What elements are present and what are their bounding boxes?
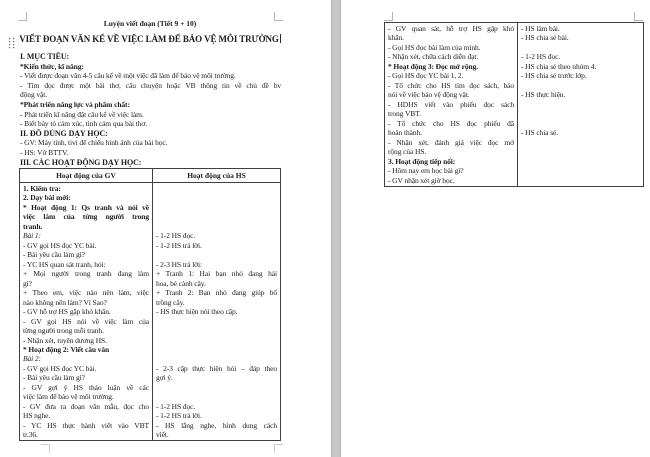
text-line: - GV gợi ý HS thảo luận về các bbox=[23, 382, 149, 392]
text-line bbox=[156, 212, 277, 221]
text-line: - 1-2 HS đọc. bbox=[156, 231, 196, 241]
text-line bbox=[156, 193, 277, 202]
margin-crop-mark bbox=[384, 12, 393, 21]
text-line: I. MỤC TIÊU: bbox=[20, 52, 70, 61]
text-line: * Hoạt động 3: Đọc mở rộng. bbox=[388, 61, 478, 71]
activities-table-header bbox=[20, 169, 280, 183]
gv-column bbox=[20, 183, 153, 440]
text-line bbox=[156, 203, 277, 212]
text-line bbox=[156, 345, 277, 354]
text-line: trồng cây. bbox=[156, 297, 185, 307]
text-line: HS nghe. bbox=[23, 411, 51, 421]
text-line bbox=[156, 326, 277, 335]
text-line: động vật. bbox=[20, 90, 48, 100]
text-line bbox=[156, 392, 277, 401]
text-line: - Gọi HS đọc bài làm của mình. bbox=[388, 42, 481, 52]
text-line: - GV quan sát, hỗ trợ HS gặp khó bbox=[388, 24, 514, 33]
text-line bbox=[521, 81, 640, 90]
text-line: việc làm để bảo vệ môi trường. bbox=[23, 392, 114, 402]
objectives-section bbox=[20, 52, 281, 167]
text-line: - Biết bày tỏ cảm xúc, tình cảm qua bài thơ. bbox=[20, 119, 148, 129]
activities-table-continued bbox=[384, 22, 644, 187]
text-line: * Hoạt động 1: Qs tranh và nói về bbox=[23, 202, 149, 212]
text-line: - GV nhận xét giờ học. bbox=[388, 175, 455, 185]
text-line bbox=[521, 147, 640, 156]
text-line: - HS chia sẻ. bbox=[521, 128, 559, 138]
text-line: - GV gọi HS đọc YC bài. bbox=[23, 363, 97, 373]
activities-table bbox=[19, 168, 281, 441]
text-line: - HS: Vở BTTV. bbox=[20, 147, 69, 157]
text-line: - 1-2 HS đọc. bbox=[521, 52, 561, 62]
text-line: + Theo em, việc nào nên làm, việc bbox=[23, 288, 149, 298]
text-line: III. CÁC HOẠT ĐỘNG DẠY HỌC: bbox=[20, 157, 142, 167]
text-line: - Nhận xét, chữa cách diễn đạt. bbox=[388, 52, 479, 62]
text-line: - HS chia sẻ bài. bbox=[521, 33, 569, 43]
lesson-heading-text: VIẾT ĐOẠN VĂN KỂ VỀ VIỆC LÀM ĐỂ BẢO VỆ MÔI TRƯỜNG bbox=[19, 34, 279, 44]
text-line: từng người trong mỗi tranh. bbox=[23, 326, 104, 336]
text-line: trong VBT. bbox=[388, 109, 421, 119]
text-line: - Nhận xét, tuyên dương HS. bbox=[23, 335, 107, 345]
text-line: 3. Hoạt động tiếp nối: bbox=[388, 156, 456, 166]
text-line: hoa, bẻ cành cây. bbox=[156, 278, 206, 288]
text-line bbox=[521, 176, 640, 185]
text-line: - Tìm đọc được một bài thơ, câu chuyện hoặc VB thông tin về chủ đề bv bbox=[20, 80, 281, 90]
gv-column-header: Hoạt động của GV bbox=[20, 169, 153, 182]
text-line: - GV: Máy tính, tivi để chiếu hình ảnh của bài học. bbox=[20, 138, 168, 148]
text-line: - 2-3 HS trả lời: bbox=[156, 259, 203, 269]
margin-crop-mark bbox=[274, 444, 283, 453]
text-line: - 1-2 HS trả lời. bbox=[156, 240, 202, 250]
text-line: gợi ý. bbox=[156, 373, 173, 383]
text-line: - Hôm nay em học bài gì? bbox=[388, 166, 464, 176]
text-line: *Phát triển năng lực và phẩm chất: bbox=[20, 99, 130, 109]
text-line: - Bài yêu cầu làm gì? bbox=[23, 373, 85, 383]
text-line: - GV gọi HS nói về việc làm của bbox=[23, 316, 149, 326]
text-line: + Tranh 1: Hai bạn nhỏ đang hái bbox=[156, 269, 277, 279]
text-line: + Mọi người trong tranh đang làm bbox=[23, 269, 149, 279]
gv-column bbox=[385, 23, 518, 186]
text-line bbox=[521, 138, 640, 147]
text-line: viết. bbox=[156, 430, 169, 440]
text-line bbox=[156, 317, 277, 326]
text-line: Bài 1: bbox=[23, 231, 41, 241]
text-line: 1. Kiểm tra: bbox=[23, 184, 61, 193]
lesson-heading bbox=[14, 33, 286, 46]
text-line: - HDHS viết vào phiếu đọc sách bbox=[388, 99, 514, 109]
text-line: *Kiến thức, kĩ năng: bbox=[20, 61, 84, 71]
text-line: - 1-2 HS đọc. bbox=[156, 401, 196, 411]
text-line: rộng của HS. bbox=[388, 147, 427, 157]
text-line: - Phát triển kĩ năng đặt câu kể về việc làm. bbox=[20, 109, 144, 119]
text-line: 2. Dạy bài mới: bbox=[23, 193, 71, 203]
text-line: - HS chia sẻ theo nhóm 4. bbox=[521, 61, 597, 71]
lesson-title: Luyện viết đoạn (Tiết 9 + 10) bbox=[103, 19, 197, 28]
text-line bbox=[521, 166, 640, 175]
text-line: khăn. bbox=[388, 33, 404, 43]
text-line bbox=[521, 109, 640, 118]
text-line: - Tổ chức cho HS đọc phiếu đã bbox=[388, 118, 514, 128]
text-line: Bài 2: bbox=[23, 354, 41, 364]
text-line bbox=[156, 354, 277, 363]
text-line: tranh. bbox=[23, 221, 43, 231]
text-line: * Hoạt động 2: Viết câu văn bbox=[23, 344, 110, 354]
margin-crop-mark bbox=[634, 12, 643, 21]
text-line: - HS thực hiện nói theo cặp. bbox=[156, 307, 238, 317]
page-gap bbox=[331, 0, 341, 457]
text-line bbox=[156, 383, 277, 392]
margin-crop-mark bbox=[41, 444, 50, 453]
text-line: - GV hỗ trợ HS gặp khó khăn. bbox=[23, 307, 111, 317]
text-line bbox=[156, 222, 277, 231]
text-line: - GV gọi HS đọc YC bài. bbox=[23, 240, 97, 250]
text-line: gì? bbox=[23, 278, 32, 288]
text-line: nào không nên làm? Vì Sao? bbox=[23, 297, 107, 307]
text-line: - HS chia sẻ trước lớp. bbox=[521, 71, 587, 81]
text-line: tr.36. bbox=[23, 430, 38, 440]
hs-column bbox=[153, 183, 280, 440]
text-line: - GV đưa ra đoạn văn mẫu, đọc cho bbox=[23, 401, 149, 411]
text-line: - Nhận xét, đánh giá việc đọc mở bbox=[388, 137, 514, 147]
text-line: nói về việc bảo vệ động vật. bbox=[388, 90, 470, 100]
text-line: - YC HS thực hành viết vào VBT bbox=[23, 420, 149, 430]
hs-column bbox=[518, 23, 643, 186]
text-line: - 2-3 cặp thực hiện hỏi – đáp theo bbox=[156, 363, 277, 373]
text-line bbox=[156, 336, 277, 345]
hs-column-header: Hoạt động của HS bbox=[187, 171, 246, 180]
activities-table-body bbox=[385, 23, 643, 186]
text-line: - Viết được đoạn văn 4-5 câu kể về một việc đã làm để bảo vệ môi trường. bbox=[20, 71, 236, 81]
text-line: - HS lắng nghe, hình dung cách bbox=[156, 420, 277, 430]
text-line: - HS thực hiện. bbox=[521, 90, 566, 100]
activities-table-body bbox=[20, 183, 280, 440]
text-line bbox=[521, 43, 640, 52]
text-line bbox=[156, 250, 277, 259]
text-line bbox=[521, 119, 640, 128]
text-line bbox=[521, 157, 640, 166]
text-line: II. ĐỒ DÙNG DẠY HỌC: bbox=[20, 128, 108, 138]
text-line: - 1-2 HS trả lời. bbox=[156, 411, 202, 421]
text-line: - HS làm bài. bbox=[521, 24, 560, 33]
text-cursor bbox=[280, 34, 281, 43]
text-line: - Bài yêu cầu làm gì? bbox=[23, 250, 85, 260]
text-line bbox=[521, 100, 640, 109]
text-line: - Tổ chức cho HS tìm đọc sách, báo bbox=[388, 80, 514, 90]
text-line: hoàn thành. bbox=[388, 128, 422, 138]
text-line: + Tranh 2: Bạn nhỏ đang giúp bố bbox=[156, 288, 277, 298]
text-line bbox=[156, 184, 277, 193]
text-line: việc làm của từng người trong bbox=[23, 212, 149, 222]
text-line: - Gọi HS đọc YC bài 1, 2. bbox=[388, 71, 464, 81]
text-line: - YC HS quan sát tranh, hỏi: bbox=[23, 259, 106, 269]
